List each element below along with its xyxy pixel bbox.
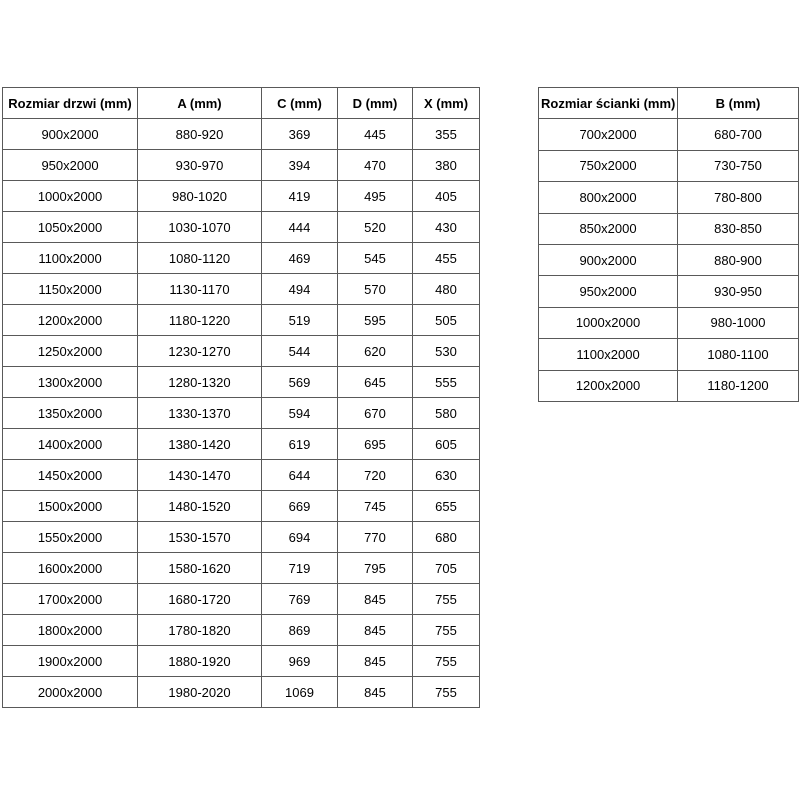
- table-cell: 470: [338, 150, 413, 181]
- table-cell: 655: [413, 491, 480, 522]
- table-cell: 1000x2000: [3, 181, 138, 212]
- table-row: [3, 398, 480, 429]
- table-cell: 1230-1270: [138, 336, 262, 367]
- table-cell: 1600x2000: [3, 553, 138, 584]
- table-row: [539, 182, 799, 213]
- table-cell: 680: [413, 522, 480, 553]
- table-row: [3, 615, 480, 646]
- table-cell: 969: [262, 646, 338, 677]
- table-cell: 530: [413, 336, 480, 367]
- table-cell: 1680-1720: [138, 584, 262, 615]
- table-cell: 1130-1170: [138, 274, 262, 305]
- table-cell: 1350x2000: [3, 398, 138, 429]
- table-row: [3, 367, 480, 398]
- table-row: [539, 150, 799, 181]
- table-cell: 2000x2000: [3, 677, 138, 708]
- col-header-d-mm: D (mm): [338, 88, 413, 119]
- table-cell: 1500x2000: [3, 491, 138, 522]
- col-header-rozmiar-drzwi: Rozmiar drzwi (mm): [3, 88, 138, 119]
- table-cell: 630: [413, 460, 480, 491]
- table-cell: 900x2000: [539, 244, 678, 275]
- table-cell: 900x2000: [3, 119, 138, 150]
- table-cell: 469: [262, 243, 338, 274]
- table-row: [3, 553, 480, 584]
- table-cell: 770: [338, 522, 413, 553]
- table-cell: 755: [413, 677, 480, 708]
- table-cell: 1180-1200: [678, 370, 799, 401]
- table-cell: 1030-1070: [138, 212, 262, 243]
- table-cell: 569: [262, 367, 338, 398]
- col-header-x-mm: X (mm): [413, 88, 480, 119]
- table-cell: 950x2000: [539, 276, 678, 307]
- table-cell: 1200x2000: [3, 305, 138, 336]
- table-row: [539, 276, 799, 307]
- table-cell: 720: [338, 460, 413, 491]
- table-cell: 1800x2000: [3, 615, 138, 646]
- table-cell: 745: [338, 491, 413, 522]
- table-row: [3, 491, 480, 522]
- table-cell: 1250x2000: [3, 336, 138, 367]
- table-cell: 1880-1920: [138, 646, 262, 677]
- col-header-rozmiar-scianki: Rozmiar ścianki (mm): [539, 88, 678, 119]
- table-cell: 880-920: [138, 119, 262, 150]
- table-cell: 445: [338, 119, 413, 150]
- col-header-c-mm: C (mm): [262, 88, 338, 119]
- door-table-header-row: [3, 88, 480, 119]
- table-row: [3, 522, 480, 553]
- table-cell: 845: [338, 677, 413, 708]
- table-cell: 494: [262, 274, 338, 305]
- table-cell: 1480-1520: [138, 491, 262, 522]
- table-cell: 480: [413, 274, 480, 305]
- table-cell: 845: [338, 584, 413, 615]
- table-cell: 595: [338, 305, 413, 336]
- table-cell: 1430-1470: [138, 460, 262, 491]
- table-cell: 394: [262, 150, 338, 181]
- table-row: [3, 212, 480, 243]
- table-row: [3, 305, 480, 336]
- table-cell: 869: [262, 615, 338, 646]
- table-row: [3, 584, 480, 615]
- wall-table-body: [539, 119, 799, 402]
- table-cell: 355: [413, 119, 480, 150]
- table-cell: 930-950: [678, 276, 799, 307]
- table-cell: 1100x2000: [3, 243, 138, 274]
- table-cell: 700x2000: [539, 119, 678, 150]
- table-cell: 444: [262, 212, 338, 243]
- table-cell: 1100x2000: [539, 339, 678, 370]
- table-row: [3, 274, 480, 305]
- door-table-body: [3, 119, 480, 708]
- col-header-b-mm: B (mm): [678, 88, 799, 119]
- table-row: [3, 150, 480, 181]
- table-cell: 845: [338, 646, 413, 677]
- table-cell: 544: [262, 336, 338, 367]
- table-cell: 680-700: [678, 119, 799, 150]
- table-cell: 950x2000: [3, 150, 138, 181]
- table-row: [539, 119, 799, 150]
- table-row: [3, 336, 480, 367]
- table-cell: 1300x2000: [3, 367, 138, 398]
- table-cell: 620: [338, 336, 413, 367]
- table-cell: 755: [413, 584, 480, 615]
- table-cell: 1530-1570: [138, 522, 262, 553]
- table-cell: 980-1020: [138, 181, 262, 212]
- table-cell: 1580-1620: [138, 553, 262, 584]
- table-cell: 519: [262, 305, 338, 336]
- table-cell: 1980-2020: [138, 677, 262, 708]
- table-cell: 1200x2000: [539, 370, 678, 401]
- table-cell: 495: [338, 181, 413, 212]
- table-row: [3, 181, 480, 212]
- table-cell: 1000x2000: [539, 307, 678, 338]
- table-cell: 850x2000: [539, 213, 678, 244]
- table-cell: 580: [413, 398, 480, 429]
- wall-size-table: [538, 87, 799, 402]
- table-cell: 520: [338, 212, 413, 243]
- table-cell: 695: [338, 429, 413, 460]
- table-cell: 1400x2000: [3, 429, 138, 460]
- table-cell: 1180-1220: [138, 305, 262, 336]
- table-cell: 644: [262, 460, 338, 491]
- table-cell: 645: [338, 367, 413, 398]
- door-size-table: [2, 87, 480, 708]
- table-cell: 1450x2000: [3, 460, 138, 491]
- table-cell: 1050x2000: [3, 212, 138, 243]
- table-row: [3, 460, 480, 491]
- table-cell: 670: [338, 398, 413, 429]
- table-cell: 1280-1320: [138, 367, 262, 398]
- table-cell: 619: [262, 429, 338, 460]
- table-row: [3, 119, 480, 150]
- table-row: [539, 244, 799, 275]
- table-cell: 694: [262, 522, 338, 553]
- col-header-a-mm: A (mm): [138, 88, 262, 119]
- table-cell: 719: [262, 553, 338, 584]
- table-cell: 980-1000: [678, 307, 799, 338]
- table-cell: 1080-1100: [678, 339, 799, 370]
- table-row: [539, 370, 799, 401]
- table-cell: 1550x2000: [3, 522, 138, 553]
- table-cell: 570: [338, 274, 413, 305]
- table-cell: 755: [413, 646, 480, 677]
- table-cell: 1080-1120: [138, 243, 262, 274]
- table-cell: 419: [262, 181, 338, 212]
- table-cell: 455: [413, 243, 480, 274]
- table-cell: 1700x2000: [3, 584, 138, 615]
- table-cell: 369: [262, 119, 338, 150]
- table-cell: 830-850: [678, 213, 799, 244]
- table-cell: 930-970: [138, 150, 262, 181]
- table-cell: 430: [413, 212, 480, 243]
- table-cell: 880-900: [678, 244, 799, 275]
- table-cell: 780-800: [678, 182, 799, 213]
- table-cell: 1380-1420: [138, 429, 262, 460]
- table-cell: 795: [338, 553, 413, 584]
- wall-table-header-row: [539, 88, 799, 119]
- table-cell: 769: [262, 584, 338, 615]
- table-cell: 555: [413, 367, 480, 398]
- table-cell: 1330-1370: [138, 398, 262, 429]
- table-row: [3, 646, 480, 677]
- table-cell: 594: [262, 398, 338, 429]
- table-cell: 800x2000: [539, 182, 678, 213]
- table-row: [3, 429, 480, 460]
- table-cell: 755: [413, 615, 480, 646]
- table-row: [539, 339, 799, 370]
- table-row: [539, 307, 799, 338]
- table-cell: 1780-1820: [138, 615, 262, 646]
- table-cell: 545: [338, 243, 413, 274]
- table-cell: 705: [413, 553, 480, 584]
- table-cell: 1900x2000: [3, 646, 138, 677]
- table-cell: 730-750: [678, 150, 799, 181]
- table-cell: 845: [338, 615, 413, 646]
- table-cell: 405: [413, 181, 480, 212]
- table-cell: 1150x2000: [3, 274, 138, 305]
- table-row: [3, 243, 480, 274]
- table-cell: 750x2000: [539, 150, 678, 181]
- table-cell: 669: [262, 491, 338, 522]
- table-cell: 605: [413, 429, 480, 460]
- table-row: [3, 677, 480, 708]
- table-cell: 505: [413, 305, 480, 336]
- table-cell: 380: [413, 150, 480, 181]
- table-row: [539, 213, 799, 244]
- table-cell: 1069: [262, 677, 338, 708]
